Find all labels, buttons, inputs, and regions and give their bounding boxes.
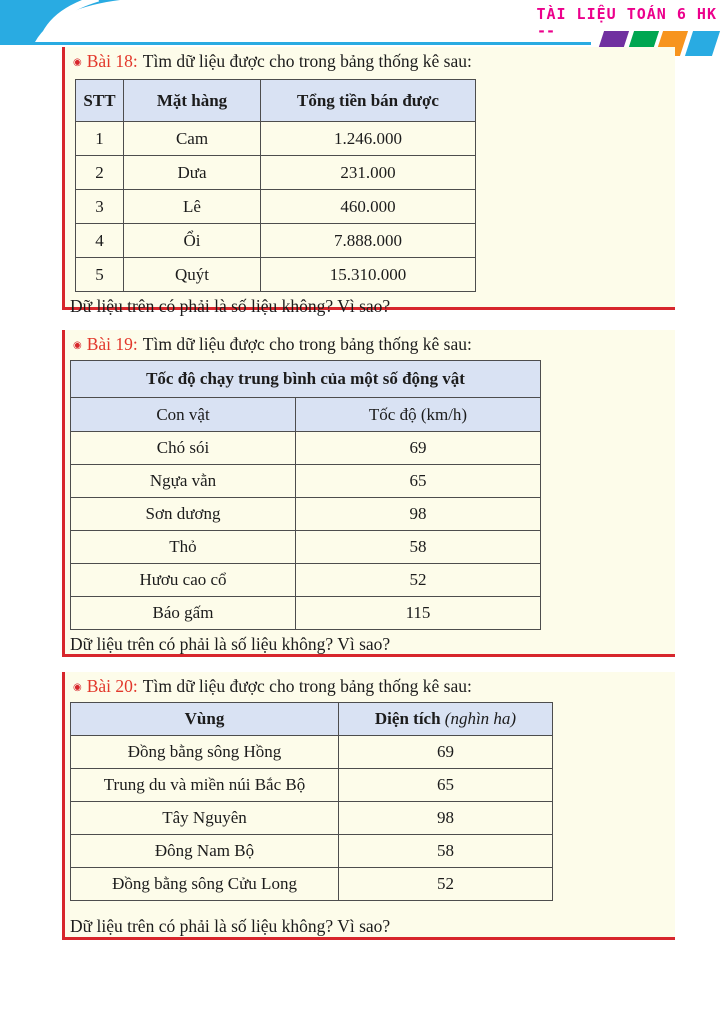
exercise-block-bai-19	[62, 330, 675, 657]
table-row	[71, 802, 553, 835]
table-row	[71, 769, 553, 802]
column-header	[339, 703, 553, 736]
table-cell: 69	[339, 736, 553, 769]
table-cell: 1	[76, 122, 124, 156]
column-header-unit: (nghìn ha)	[444, 709, 517, 728]
table-cell: 231.000	[261, 156, 476, 190]
table-cell: Đông Nam Bộ	[71, 835, 339, 868]
table-cell: 115	[296, 597, 541, 630]
table-row	[76, 156, 476, 190]
exercise-block-bai-20	[62, 672, 675, 940]
table-row	[71, 564, 541, 597]
document-header-title: TÀI LIỆU TOÁN 6 HK	[536, 5, 717, 23]
table-cell: Cam	[124, 122, 261, 156]
exercise-question: Dữ liệu trên có phải là số liệu không? Vì sao?	[70, 634, 391, 654]
table-cell: Hươu cao cổ	[71, 564, 296, 597]
column-header: Mặt hàng	[124, 80, 261, 122]
table-cell: Ngựa vằn	[71, 465, 296, 498]
table-cell: 65	[339, 769, 553, 802]
table-cell: Ổi	[124, 224, 261, 258]
table-row	[76, 224, 476, 258]
table-title-row	[71, 361, 541, 398]
exercise-question: Dữ liệu trên có phải là số liệu không? Vì sao?	[70, 916, 391, 936]
column-header: Vùng	[71, 703, 339, 736]
header-rule-line	[0, 42, 591, 45]
table-cell: Thỏ	[71, 531, 296, 564]
table-cell: Đồng bằng sông Hồng	[71, 736, 339, 769]
table-cell: 98	[339, 802, 553, 835]
column-header-main: Diện tích	[374, 709, 441, 728]
table-cell: 1.246.000	[261, 122, 476, 156]
target-bullet-icon: ◉	[73, 57, 82, 68]
table-bai-19	[70, 360, 541, 630]
table-row	[71, 432, 541, 465]
table-row	[71, 465, 541, 498]
exercise-prompt: Tìm dữ liệu được cho trong bảng thống kê sau:	[142, 51, 472, 71]
exercise-block-bai-18	[62, 47, 675, 316]
table-title: Tốc độ chạy trung bình của một số động vật	[71, 361, 541, 398]
table-cell: 52	[339, 868, 553, 901]
table-header-row	[71, 703, 553, 736]
table-cell: 5	[76, 258, 124, 292]
table-header-row	[71, 398, 541, 432]
table-cell: 2	[76, 156, 124, 190]
column-header: Con vật	[71, 398, 296, 432]
table-cell: Đồng bằng sông Cửu Long	[71, 868, 339, 901]
column-header: Tổng tiền bán được	[261, 80, 476, 122]
table-row	[76, 190, 476, 224]
column-header: Tốc độ (km/h)	[296, 398, 541, 432]
document-header-dashes: --	[537, 22, 556, 40]
table-cell: Trung du và miền núi Bắc Bộ	[71, 769, 339, 802]
table-row	[71, 868, 553, 901]
table-bai-18	[75, 79, 476, 292]
table-cell: 52	[296, 564, 541, 597]
table-bai-20	[70, 702, 553, 901]
deco-parallelogram-cyan	[685, 31, 720, 56]
table-cell: Chó sói	[71, 432, 296, 465]
table-cell: 3	[76, 190, 124, 224]
table-row	[76, 122, 476, 156]
target-bullet-icon: ◉	[73, 682, 82, 693]
table-cell: 69	[296, 432, 541, 465]
table-cell: Lê	[124, 190, 261, 224]
exercise-label: Bài 19:	[86, 334, 138, 354]
exercise-title	[73, 676, 675, 697]
table-cell: 58	[339, 835, 553, 868]
table-cell: 65	[296, 465, 541, 498]
exercise-label: Bài 18:	[86, 51, 138, 71]
table-cell: 15.310.000	[261, 258, 476, 292]
table-cell: Báo gấm	[71, 597, 296, 630]
table-cell: 7.888.000	[261, 224, 476, 258]
column-header: STT	[76, 80, 124, 122]
exercise-title	[73, 51, 675, 72]
table-row	[76, 258, 476, 292]
target-bullet-icon: ◉	[73, 340, 82, 351]
table-row	[71, 498, 541, 531]
corner-wave-decoration	[0, 0, 132, 47]
corner-wave-icon	[0, 0, 132, 42]
table-row	[71, 835, 553, 868]
table-row	[71, 736, 553, 769]
table-row	[71, 531, 541, 564]
table-cell: Dưa	[124, 156, 261, 190]
table-cell: Tây Nguyên	[71, 802, 339, 835]
table-cell: Quýt	[124, 258, 261, 292]
table-cell: 58	[296, 531, 541, 564]
exercise-title	[73, 334, 675, 355]
table-cell: Sơn dương	[71, 498, 296, 531]
table-header-row	[76, 80, 476, 122]
table-row	[71, 597, 541, 630]
exercise-label: Bài 20:	[86, 676, 138, 696]
table-cell: 460.000	[261, 190, 476, 224]
exercise-question: Dữ liệu trên có phải là số liệu không? Vì sao?	[70, 296, 391, 316]
exercise-prompt: Tìm dữ liệu được cho trong bảng thống kê sau:	[142, 334, 472, 354]
table-cell: 98	[296, 498, 541, 531]
table-cell: 4	[76, 224, 124, 258]
exercise-prompt: Tìm dữ liệu được cho trong bảng thống kê sau:	[142, 676, 472, 696]
